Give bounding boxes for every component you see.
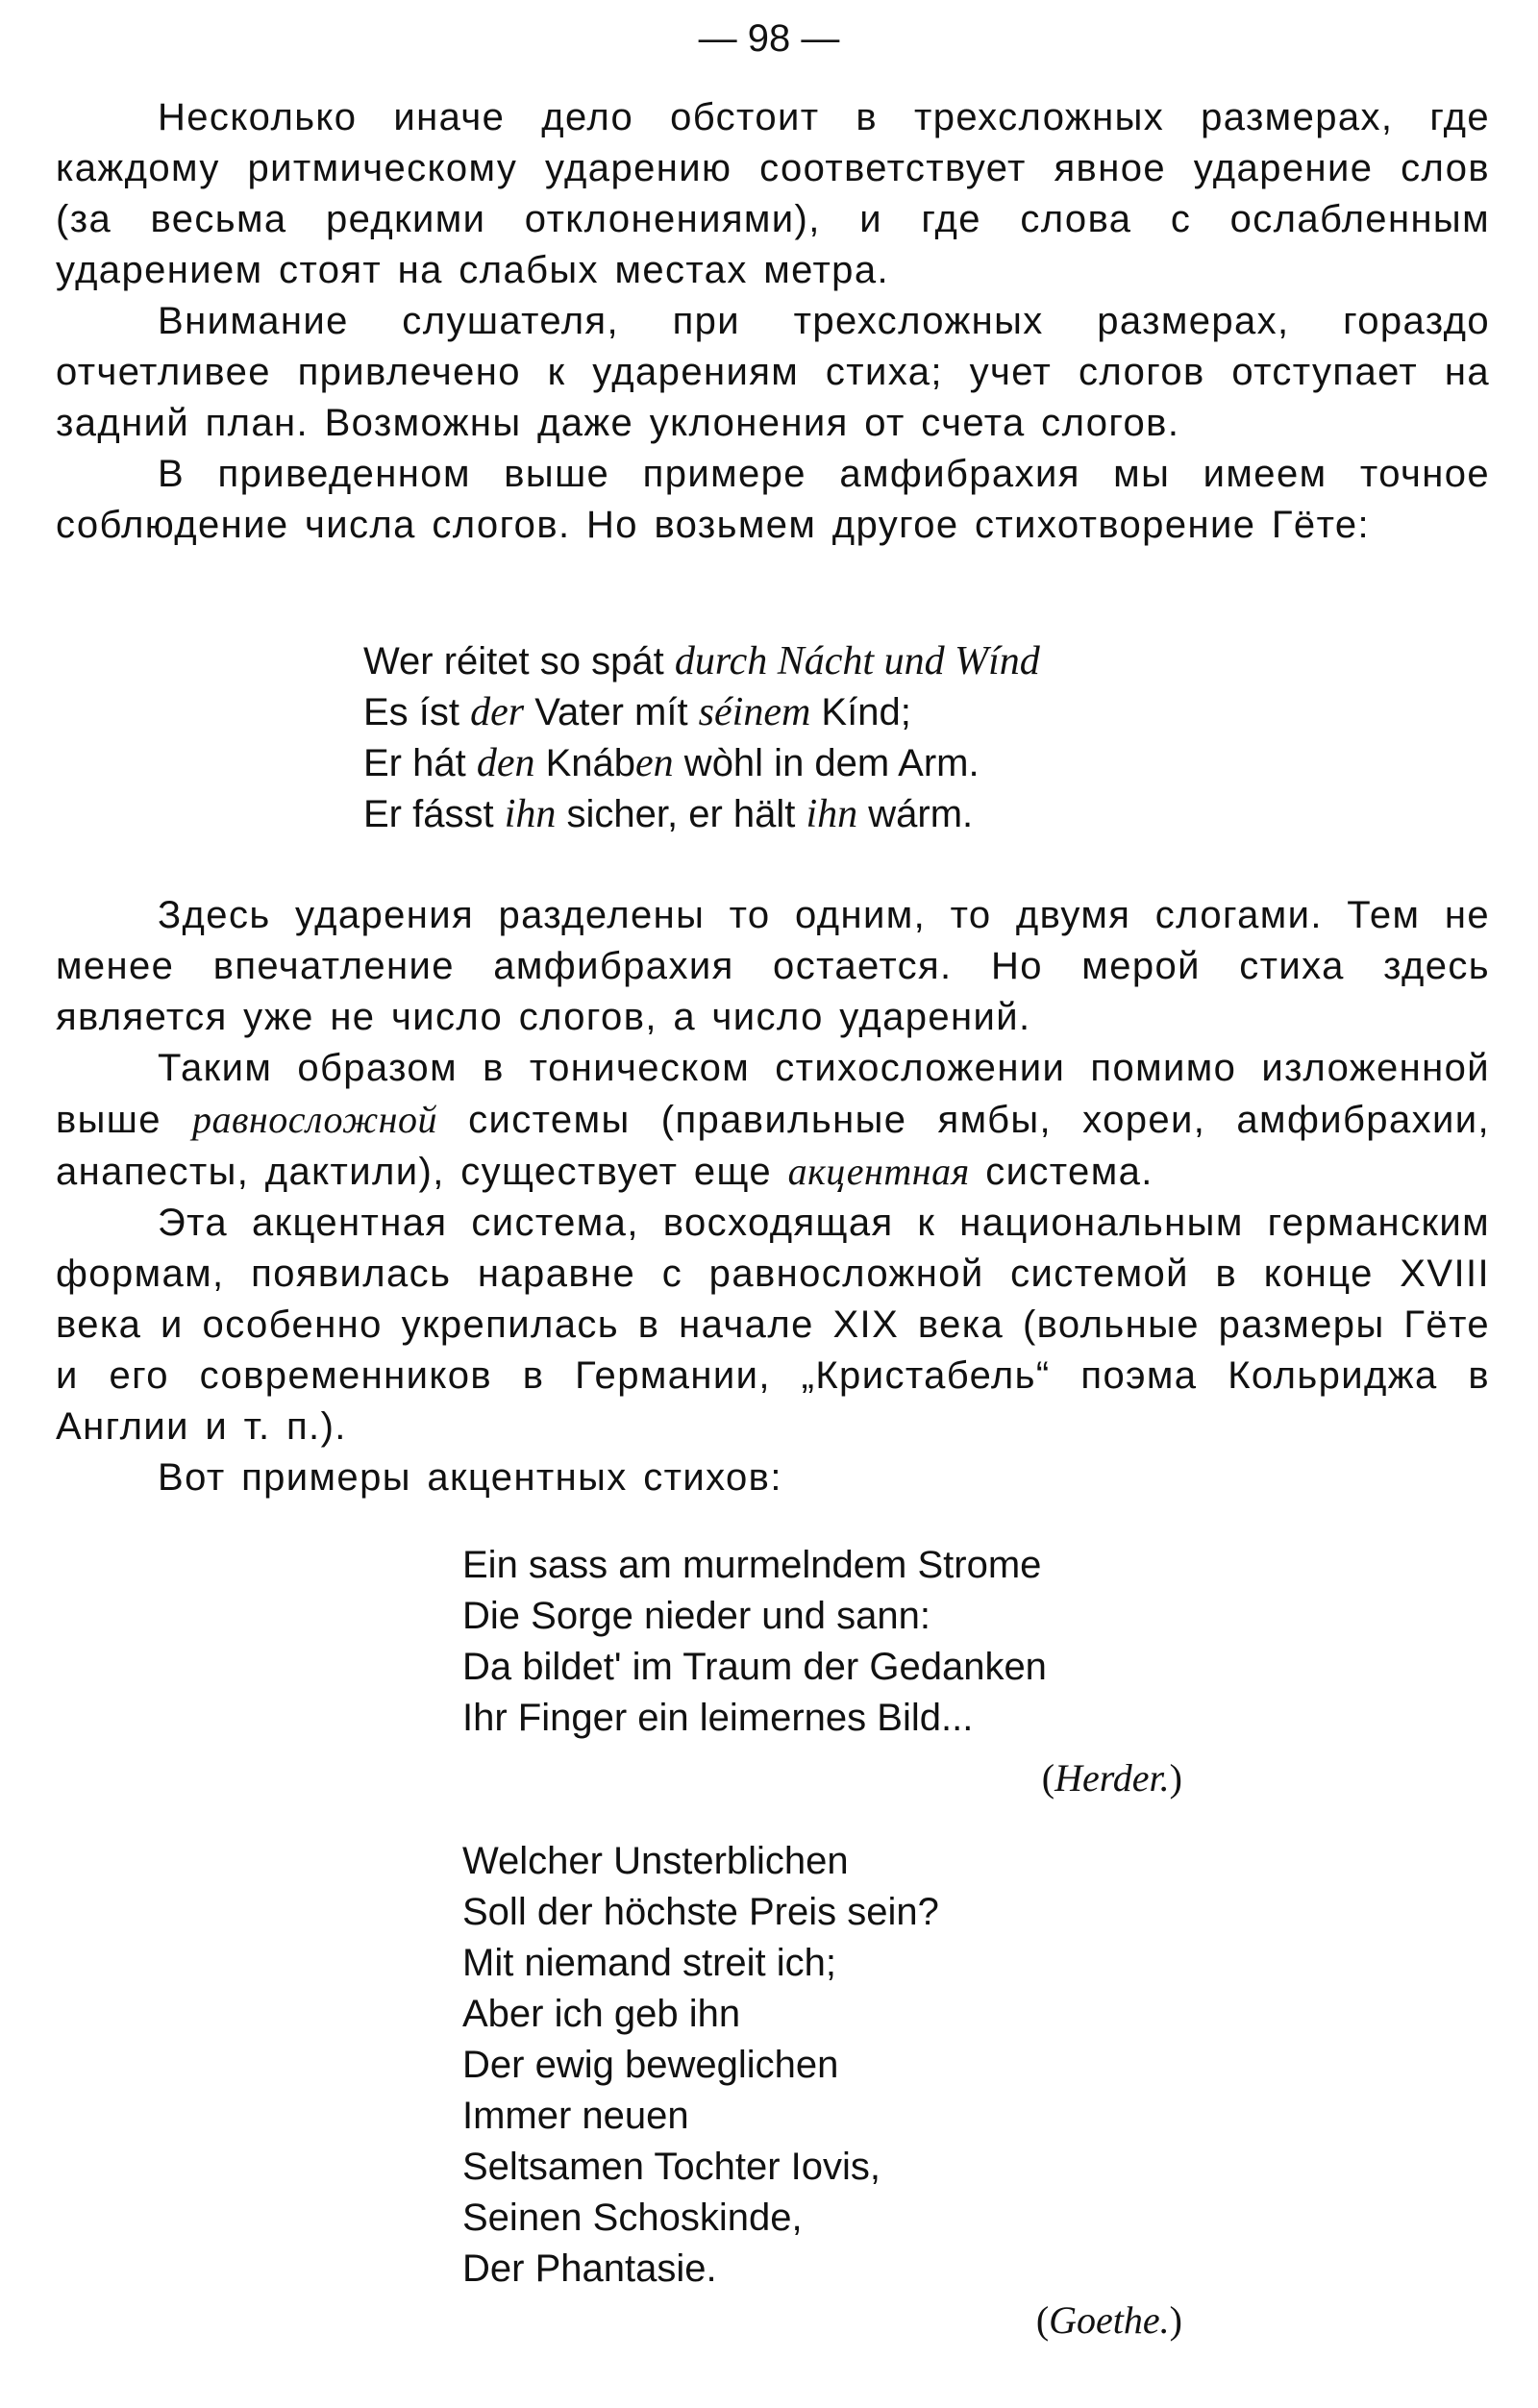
- verse-line: Der Phantasie.: [462, 2247, 717, 2290]
- verse-line: Der ewig beweglichen: [462, 2044, 839, 2086]
- verse-goethe-erlking: [363, 636, 1040, 840]
- attribution-herder: (Herder.): [1041, 1756, 1182, 1800]
- paragraph-6: Эта акцентная система, восходящая к национальным германским формам, появилась наравне с равносложной системой в конце XVIII века и особенно укрепилась в начале XIX века (вольные размеры Гёте и его современников в Германии, „Кристабель“ поэма Кольриджа в Англии и т. п.).: [56, 1202, 1490, 1448]
- verse-line: Ein sass am murmelndem Strome: [462, 1544, 1042, 1586]
- prose-block-1: [56, 92, 1490, 551]
- paragraph-3: В приведенном выше примере амфибрахия мы имеем точное соблюдение числа слогов. Но возьмем другое стихотворение Гёте:: [56, 453, 1490, 546]
- paragraph-4: Здесь ударения разделены то одним, то двумя слогами. Тем не менее впечатление амфибрахия остается. Но мерой стиха здесь является уже не число слогов, а число ударений.: [56, 894, 1490, 1038]
- verse-line: Welcher Unsterblichen: [462, 1840, 849, 1882]
- verse-line: Da bildet' im Traum der Gedanken: [462, 1646, 1047, 1688]
- verse-line: Seinen Schoskinde,: [462, 2197, 803, 2239]
- attribution-goethe: (Goethe.): [1035, 2298, 1182, 2342]
- verse-line: Soll der höchste Preis sein?: [462, 1891, 939, 1933]
- paragraph-2: Внимание слушателя, при трехсложных размерах, гораздо отчетливее привлечено к ударениям стиха; учет слогов отступает на задний план. Возможны даже уклонения от счета слогов.: [56, 300, 1490, 444]
- prose-block-2: [56, 890, 1490, 1503]
- page-number: — 98 —: [698, 17, 840, 60]
- verse-line: Wer réitet so spát durch Nácht und Wínd: [363, 639, 1040, 683]
- verse-line: Es íst der Vater mít séinem Kínd;: [363, 690, 911, 734]
- verse-line: Er fásst ihn sicher, er hält ihn wárm.: [363, 792, 974, 836]
- verse-line: Die Sorge nieder und sann:: [462, 1595, 930, 1637]
- verse-line: Er hát den Knáben wòhl in dem Arm.: [363, 741, 980, 785]
- verse-goethe: [462, 1836, 939, 2295]
- verse-line: Ihr Finger ein leimernes Bild...: [462, 1697, 974, 1739]
- paragraph-7: Вот примеры акцентных стихов:: [158, 1456, 782, 1499]
- verse-herder: [462, 1540, 1047, 1744]
- verse-line: Mit niemand streit ich;: [462, 1942, 837, 1984]
- paragraph-1: Несколько иначе дело обстоит в трехсложных размерах, где каждому ритмическому ударению соответствует явное ударение слов (за весьма редкими отклонениями), и где слова с ослабленным ударением стоят на слабых местах метра.: [56, 96, 1490, 291]
- paragraph-5: Таким образом в тоническом стихосложении помимо изложенной выше равносложной системы (правильные ямбы, хореи, амфибрахии, анапесты, дактили), существует еще акцентная система.: [56, 1047, 1490, 1193]
- verse-line: Seltsamen Tochter Iovis,: [462, 2146, 881, 2188]
- verse-line: Aber ich geb ihn: [462, 1993, 741, 2035]
- verse-line: Immer neuen: [462, 2095, 689, 2137]
